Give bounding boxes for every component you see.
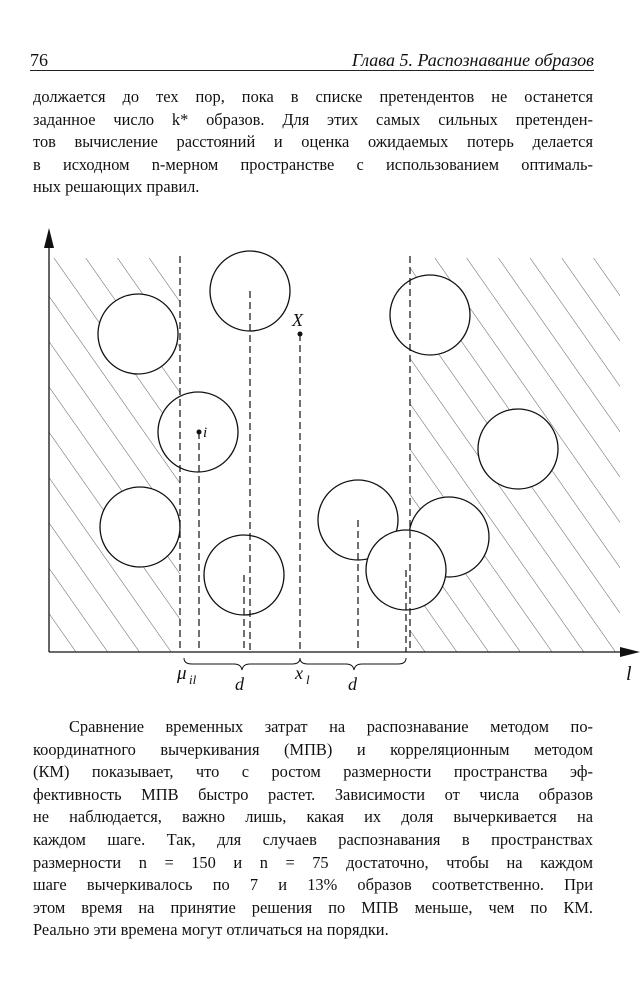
pattern-circle [100, 487, 180, 567]
text-line: размерности n = 150 и n = 75 достаточно, чтобы на каждом [33, 852, 593, 872]
text-line: Реально эти времена могут отличаться на порядки. [33, 920, 389, 940]
text-line: координатного вычеркивания (МПВ) и корреляционным методом [33, 739, 593, 759]
x-label: x [295, 663, 303, 683]
mu-label: μ [177, 663, 187, 684]
x-point-label: X [292, 310, 303, 330]
pattern-circle [390, 275, 470, 355]
i-point-dot [197, 430, 202, 435]
text-line: (КМ) показывает, что с ростом размерности пространства эф- [33, 762, 593, 782]
mu-subscript: il [189, 672, 197, 687]
header-rule [30, 70, 594, 71]
text-line: Сравнение временных затрат на распознавание методом по- [69, 717, 593, 736]
text-line: фективность МПВ быстро растет. Зависимости от числа образов [33, 784, 593, 804]
brace-left [184, 658, 300, 670]
d-left-label: d [235, 674, 244, 694]
chapter-title: Глава 5. Распознавание образов [351, 50, 594, 70]
pattern-circle [478, 409, 558, 489]
page-header [30, 45, 594, 71]
brace-right [300, 658, 406, 670]
page-number: 76 [30, 50, 48, 70]
vertical-axis-arrow [44, 228, 54, 248]
text-line: ных решающих правил. [33, 177, 200, 197]
text-line: этом время на принятие решения по МПВ меньше, чем по КМ. [33, 897, 593, 917]
text-line: каждом шаге. Так, для случаев распознавания в пространствах [33, 829, 593, 849]
text-line: тов вычисление расстояний и оценка ожидаемых потерь делается [33, 132, 593, 152]
horizontal-axis-arrow [620, 647, 640, 657]
paragraph-top [33, 86, 593, 199]
text-line: шаге вычеркивалось по 7 и 13% образов соответственно. При [33, 875, 593, 895]
d-right-label: d [348, 674, 357, 694]
i-point-label: i [203, 425, 208, 441]
text-line: в исходном n-мерном пространстве с использованием оптималь- [33, 154, 593, 174]
axis-l-label: l [626, 663, 632, 685]
text-line: должается до тех пор, пока в списке претендентов не останется [33, 87, 593, 106]
pattern-circle [98, 294, 178, 374]
text-line: заданное число k* образов. Для этих самых сильных претенден- [33, 109, 593, 129]
pattern-space-figure [0, 220, 644, 700]
text-line: не наблюдается, важно лишь, какая их доля вычеркивается на [33, 807, 593, 827]
x-subscript: l [306, 672, 310, 687]
x-point-dot [298, 332, 303, 337]
paragraph-bottom [33, 716, 593, 942]
